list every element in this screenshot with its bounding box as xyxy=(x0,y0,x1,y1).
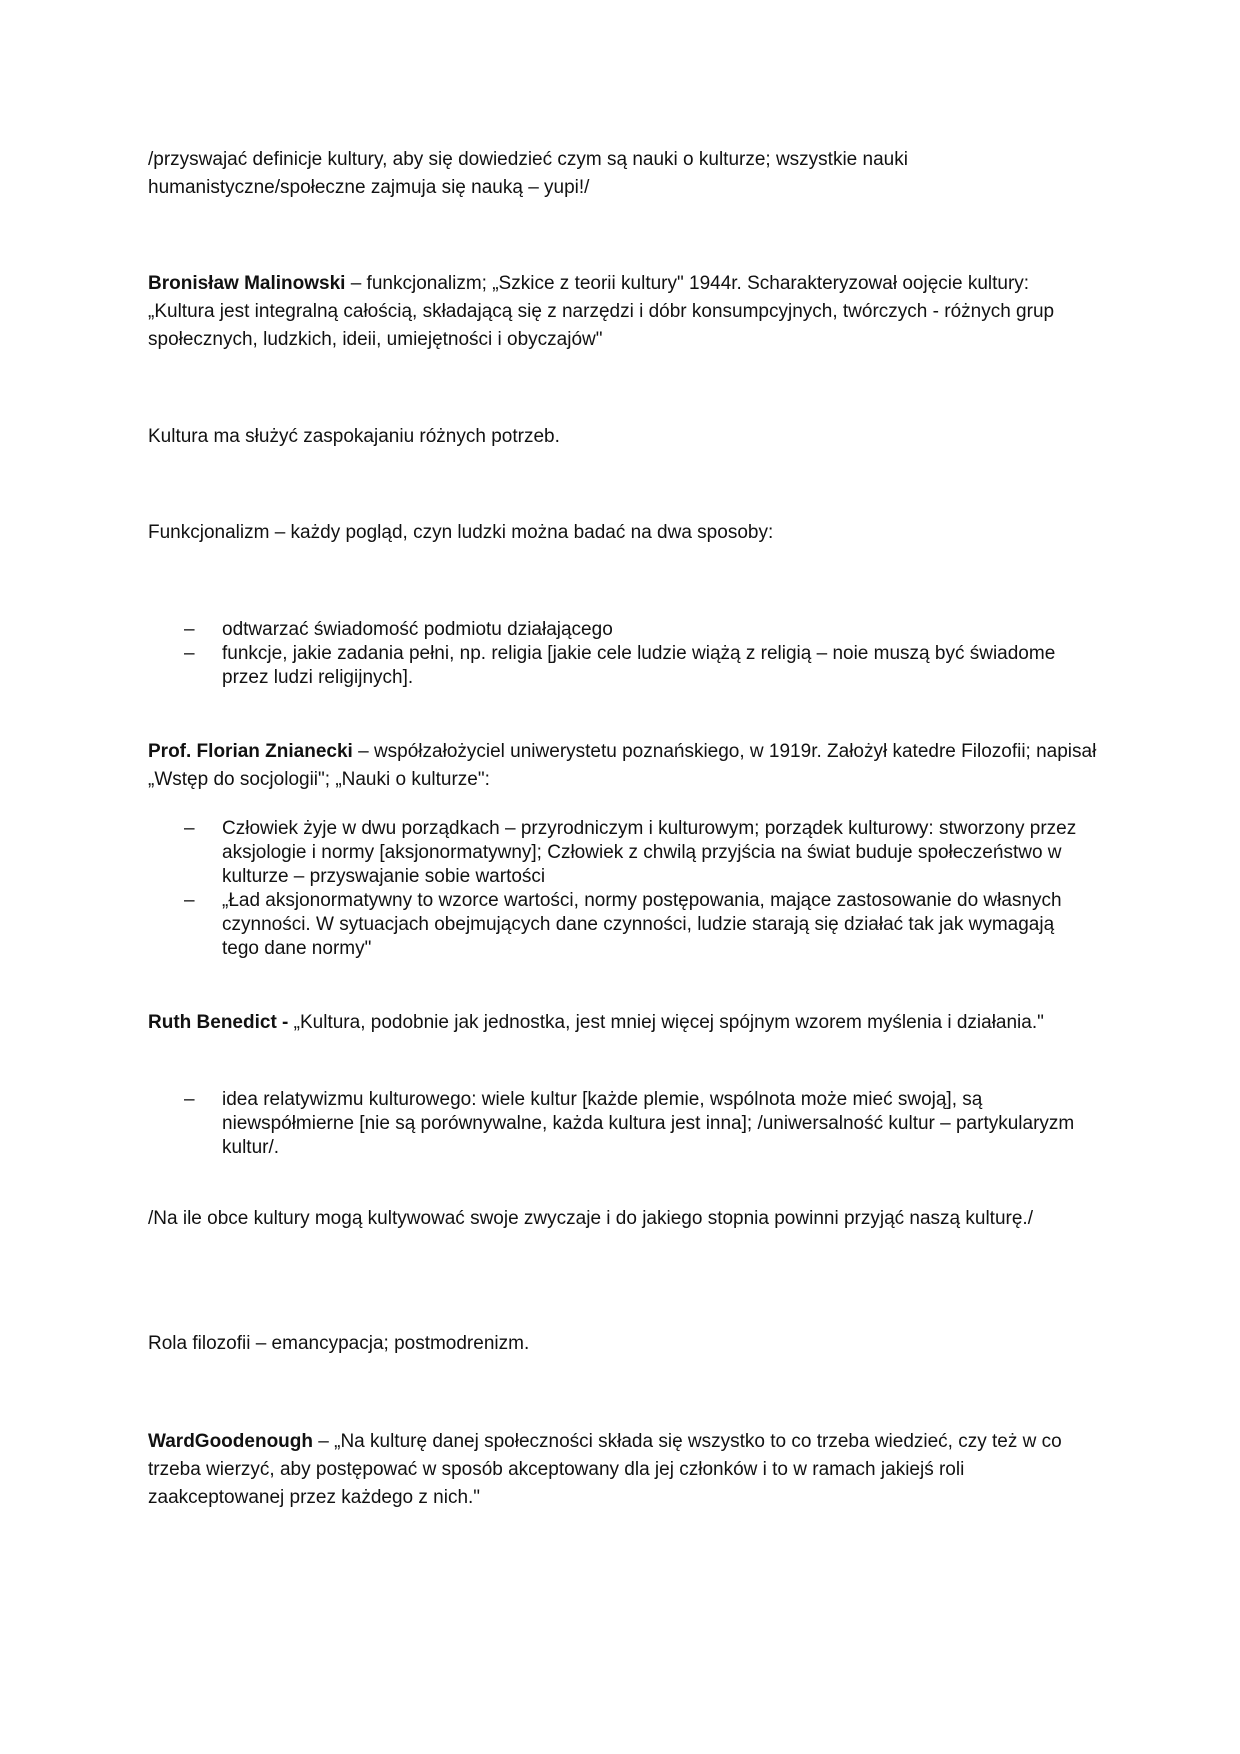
funkcjonalizm-paragraph xyxy=(148,519,1098,547)
malinowski-paragraph xyxy=(148,270,1098,354)
znaniecki-paragraph xyxy=(148,738,1098,794)
bullet-dash: – xyxy=(184,818,195,839)
bullet-dash: – xyxy=(184,1089,195,1110)
list-item-text: funkcje, jakie zadania pełni, np. religia [jakie cele ludzie wiążą z religią – noie muszą być świadome przez ludzi religijnych]. xyxy=(222,643,1056,688)
list-item-text: odtwarzać świadomość podmiotu działającego xyxy=(222,619,613,640)
paragraph-text: /Na ile obce kultury mogą kultywować swoje zwyczaje i do jakiego stopnia powinni przyjąć naszą kulturę./ xyxy=(148,1208,1033,1229)
list-item-text: idea relatywizmu kulturowego: wiele kultur [każde plemie, wspólnota może mieć swoją], są niewspółmierne [nie są porównywalne, każda kultura jest inna]; /uniwersalność kultur – partykularyzm kultur/. xyxy=(222,1089,1075,1158)
list-item xyxy=(184,817,1084,889)
paragraph-text: – „Na kulturę danej społeczności składa się wszystko to co trzeba wiedzieć, czy też w co trzeba wierzyć, aby postępować w sposób akceptowany dla jej członków i to w ramach jakiejś roli zaakceptowanej przez każdego z nich." xyxy=(148,1431,1062,1508)
bullet-dash: – xyxy=(184,890,195,911)
goodenough-paragraph xyxy=(148,1428,1098,1512)
rola-filozofii-paragraph xyxy=(148,1330,1098,1358)
author-name: Bronisław Malinowski xyxy=(148,273,346,294)
paragraph-text: Funkcjonalizm – każdy pogląd, czyn ludzki można badać na dwa sposoby: xyxy=(148,522,774,543)
list-item xyxy=(184,642,1084,690)
author-name: Ruth Benedict - xyxy=(148,1012,289,1033)
paragraph-text: – funkcjonalizm; „Szkice z teorii kultury" 1944r. Scharakteryzował oojęcie kultury: „Kultura jest integralną całością, składającą się z narzędzi i dóbr konsumpcyjnych, twórczych - różnych grup społecznych, ludzkich, ideii, umiejętności i obyczajów" xyxy=(148,273,1055,350)
funkcjonalizm-list xyxy=(184,618,1084,690)
bullet-dash: – xyxy=(184,643,195,664)
obce-kultury-paragraph xyxy=(148,1205,1098,1233)
intro-paragraph xyxy=(148,146,1098,202)
author-name: WardGoodenough xyxy=(148,1431,313,1452)
list-item xyxy=(184,889,1084,961)
paragraph-text: Rola filozofii – emancypacja; postmodrenizm. xyxy=(148,1333,530,1354)
paragraph-text: Kultura ma służyć zaspokajaniu różnych potrzeb. xyxy=(148,426,560,447)
list-item xyxy=(184,618,1084,642)
intro-text: /przyswajać definicje kultury, aby się dowiedzieć czym są nauki o kulturze; wszystkie nauki humanistyczne/społeczne zajmuja się nauką – yupi!/ xyxy=(148,149,908,198)
list-item-text: Człowiek żyje w dwu porządkach – przyrodniczym i kulturowym; porządek kulturowy: stworzony przez aksjologie i normy [aksjonormatywny]; Człowiek z chwilą przyjścia na świat buduje społeczeństwo w kulturze – przyswajanie sobie wartości xyxy=(222,818,1077,887)
paragraph-text: – współzałożyciel uniwerystetu poznańskiego, w 1919r. Założył katedre Filozofii; napisał „Wstęp do socjologii"; „Nauki o kulturze": xyxy=(148,741,1097,790)
list-item-text: „Ład aksjonormatywny to wzorce wartości, normy postępowania, mające zastosowanie do własnych czynności. W sytuacjach obejmujących dane czynności, ludzie starają się działać tak jak wymagają tego dane normy" xyxy=(222,890,1062,959)
paragraph-text: „Kultura, podobnie jak jednostka, jest mniej więcej spójnym wzorem myślenia i działania." xyxy=(288,1012,1044,1033)
benedict-list xyxy=(184,1088,1084,1160)
author-name: Prof. Florian Znianecki xyxy=(148,741,353,762)
bullet-dash: – xyxy=(184,619,195,640)
list-item xyxy=(184,1088,1084,1160)
kultura-potrzeby-paragraph xyxy=(148,423,1098,451)
benedict-paragraph xyxy=(148,1009,1098,1037)
znaniecki-list xyxy=(184,817,1084,961)
